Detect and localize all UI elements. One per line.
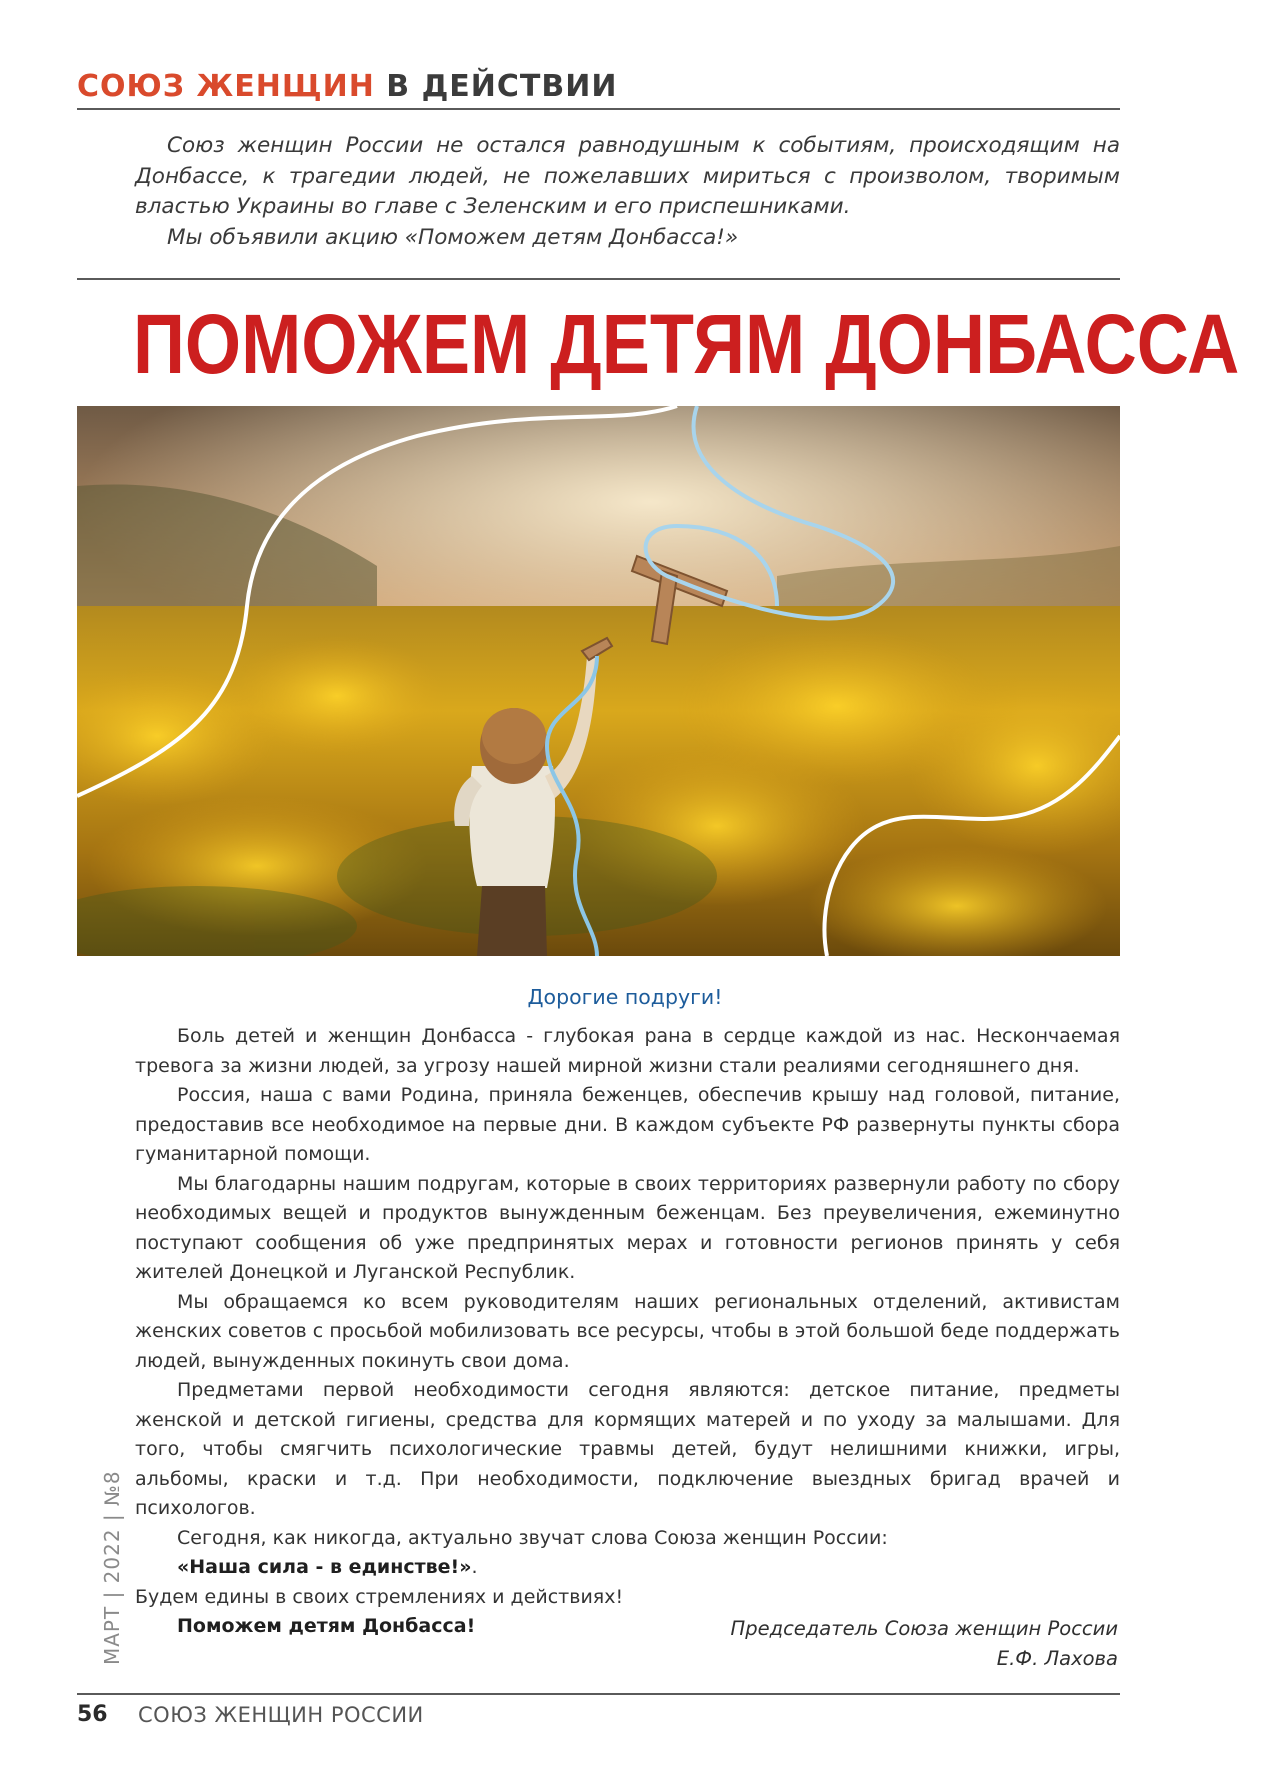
body-paragraph: Предметами первой необходимости сегодня являются: детское питание, предметы женской и детской гигиены, средства для кормящих матерей и по уходу за малышами. Для того, чтобы смягчить психологические травмы детей, будут нелишними книжки, игры, альбомы, краски и т.д. При необходимости, подключение выездных бригад врачей и психологов.	[135, 1379, 1120, 1519]
body-paragraph: Сегодня, как никогда, актуально звучат слова Союза женщин России:	[177, 1526, 888, 1549]
body-paragraph: Россия, наша с вами Родина, приняла беженцев, обеспечив крышу над головой, питание, предоставив все необходимое на первые дни. В каждом субъекте РФ развернуты пункты сбора гуманитарной помощи.	[135, 1084, 1120, 1165]
letter-body	[135, 1022, 1120, 1642]
slogan: «Наша сила - в единстве!»	[177, 1556, 472, 1578]
intro-rule	[77, 278, 1120, 280]
hero-photo	[77, 406, 1120, 956]
signature-role: Председатель Союза женщин России	[730, 1617, 1118, 1640]
body-paragraph: Будем едины в своих стремлениях и действиях!	[135, 1585, 624, 1608]
closing: Поможем детям Донбасса!	[177, 1615, 476, 1637]
body-paragraph: Мы обращаемся ко всем руководителям наших региональных отделений, активистам женских советов с просьбой мобилизовать все ресурсы, чтобы в этой большой беде поддержать людей, вынужденных покинуть свои дома.	[135, 1290, 1120, 1372]
signature	[600, 1614, 1118, 1674]
intro-paragraph: Союз женщин России не остался равнодушным к событиям, происходящим на Донбассе, к трагедии людей, не пожелавших мириться с произволом, творимым властью Украины во главе с Зеленским и его приспешниками.	[135, 133, 1120, 219]
section-header	[77, 66, 1117, 108]
footer-rule	[77, 1693, 1120, 1695]
page-number: 56	[77, 1702, 108, 1727]
section-header-accent: СОЮЗ ЖЕНЩИН	[77, 69, 375, 104]
slogan-end: .	[471, 1556, 478, 1578]
greeting: Дорогие подруги!	[527, 985, 723, 1009]
intro-text	[135, 131, 1120, 253]
issue-meta: МАРТ | 2022 | №8	[100, 1470, 124, 1665]
photo-child-field-icon	[77, 406, 1120, 956]
publication-name: СОЮЗ ЖЕНЩИН РОССИИ	[138, 1703, 424, 1727]
body-paragraph: Боль детей и женщин Донбасса - глубокая рана в сердце каждой из нас. Нескончаемая тревога за жизни людей, за угрозу нашей мирной жизни стали реалиями сегодняшнего дня.	[135, 1025, 1120, 1077]
section-header-rest: В ДЕЙСТВИИ	[386, 69, 618, 104]
signature-name: Е.Ф. Лахова	[996, 1647, 1118, 1670]
body-paragraph: Мы благодарны нашим подругам, которые в своих территориях развернули работу по сбору необходимых вещей и продуктов вынужденным беженцам. Без преувеличения, ежеминутно поступают сообщения об уже предпринятых мерах и готовности регионов принять у себя жителей Донецкой и Луганской Республик.	[135, 1172, 1120, 1283]
page-title: ПОМОЖЕМ ДЕТЯМ ДОНБАССА	[133, 297, 1240, 391]
intro-paragraph: Мы объявили акцию «Поможем детям Донбасса!»	[167, 224, 739, 250]
slogan-line	[135, 1553, 1120, 1583]
header-rule	[77, 108, 1120, 110]
